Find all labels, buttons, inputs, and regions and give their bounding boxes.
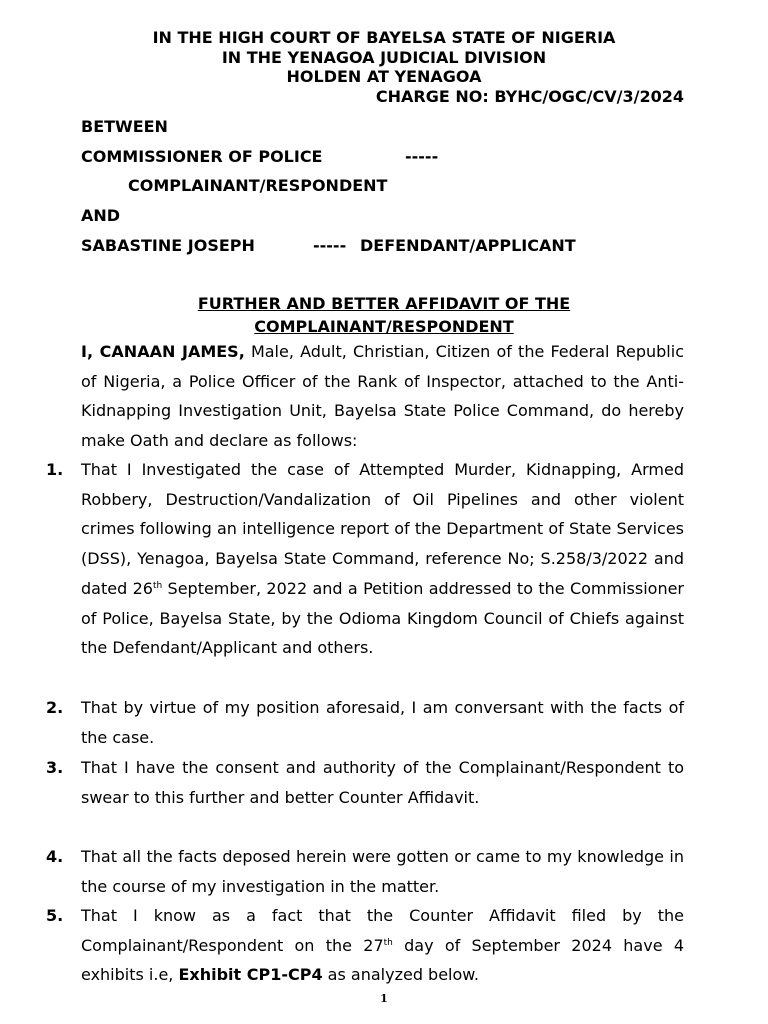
defendant-role: DEFENDANT/APPLICANT xyxy=(360,236,576,255)
intro-text: Male, Adult, Christian, Citizen of the Federal Republic of Nigeria, a Police Officer of the Rank of Inspector, attached to the Anti-Kidnapping Investigation Unit, Bayelsa State Police Command, do hereby make Oath and declare as follows: xyxy=(81,342,684,451)
paragraph-number: 1. xyxy=(46,460,64,479)
paragraph-text: as analyzed below. xyxy=(322,965,479,985)
defendant-name: SABASTINE JOSEPH xyxy=(81,236,255,255)
paragraph-number: 5. xyxy=(46,906,64,925)
paragraph-3 xyxy=(81,753,684,812)
holden-at: HOLDEN AT YENAGOA xyxy=(286,67,482,86)
paragraph-text: day of September 2024 have 4 exhibits i.e, xyxy=(81,935,684,985)
paragraph-text: September, 2022 and a Petition addressed to the Commissioner of Police, Bayelsa State, by the Odioma Kingdom Council of Chiefs against the Defendant/Applicant and others. xyxy=(81,578,685,658)
affidavit-title: FURTHER AND BETTER AFFIDAVIT OF THE xyxy=(197,294,571,313)
paragraph-5 xyxy=(81,901,684,990)
paragraph-number: 4. xyxy=(46,847,64,866)
between-label: BETWEEN xyxy=(81,117,168,136)
paragraph-text: That by virtue of my position aforesaid, I am conversant with the facts of the case. xyxy=(81,698,684,747)
complainant-role: COMPLAINANT/RESPONDENT xyxy=(128,176,388,195)
page-number: 1 xyxy=(380,992,388,1005)
paragraph-text: That I Investigated the case of Attempted Murder, Kidnapping, Armed Robbery, Destruction/Vandalization of Oil Pipelines and other violent crimes following an intelligence report of the Department of State Services (DSS), Yenagoa, Bayelsa State Command, reference No; S.258/3/2022 and dated 26 xyxy=(81,460,684,598)
exhibit-reference: Exhibit CP1-CP4 xyxy=(178,965,323,985)
paragraph-2 xyxy=(81,693,684,752)
paragraph-number: 3. xyxy=(46,758,64,777)
paragraph-text: That all the facts deposed herein were gotten or came to my knowledge in the course of my investigation in the matter. xyxy=(81,847,684,896)
intro-paragraph xyxy=(81,337,684,456)
and-label: AND xyxy=(81,206,121,225)
paragraph-text: That I have the consent and authority of the Complainant/Respondent to swear to this further and better Counter Affidavit. xyxy=(81,758,684,807)
paragraph-4 xyxy=(81,842,684,901)
complainant-name: COMMISSIONER OF POLICE xyxy=(81,147,323,166)
separator-dashes: ----- xyxy=(405,147,439,166)
affidavit-title-line2: COMPLAINANT/RESPONDENT xyxy=(254,317,514,336)
separator-dashes: ----- xyxy=(313,236,347,255)
paragraph-text: That I know as a fact that the Counter Affidavit filed by the Complainant/Respondent on the 27 xyxy=(81,906,684,955)
ordinal-suffix: th xyxy=(383,937,393,948)
paragraph-1 xyxy=(81,455,684,663)
court-name: IN THE HIGH COURT OF BAYELSA STATE OF NIGERIA xyxy=(152,28,616,47)
ordinal-suffix: th xyxy=(152,580,163,591)
paragraph-number: 2. xyxy=(46,698,64,717)
deponent-name: I, CANAAN JAMES, xyxy=(81,342,245,361)
charge-number: CHARGE NO: BYHC/OGC/CV/3/2024 xyxy=(375,87,684,106)
judicial-division: IN THE YENAGOA JUDICIAL DIVISION xyxy=(221,48,547,67)
